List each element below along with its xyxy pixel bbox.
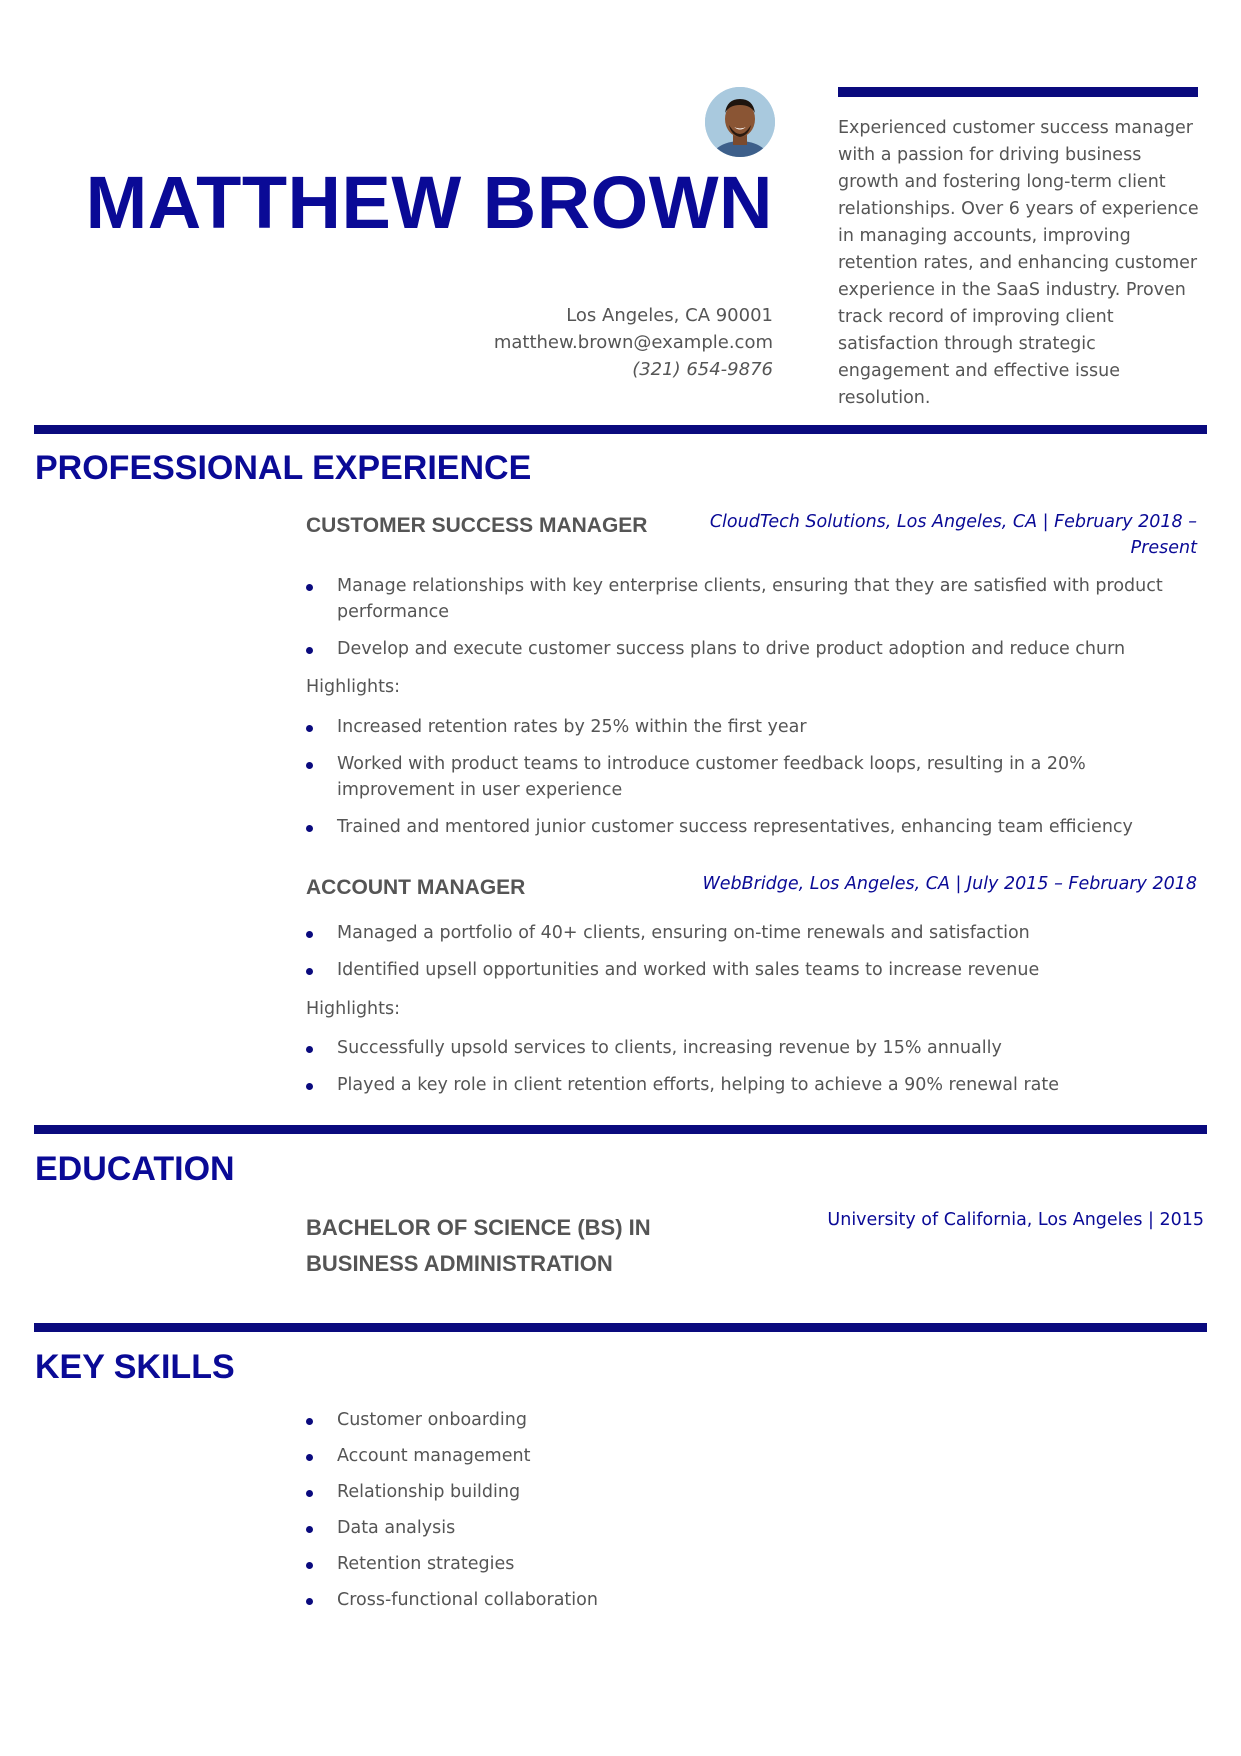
avatar: [705, 87, 775, 157]
section-divider: [34, 425, 1207, 434]
job-duties: [306, 573, 1196, 673]
list-item: [306, 1443, 1196, 1469]
section-title-education: EDUCATION: [35, 1150, 235, 1188]
list-item: [306, 714, 1196, 740]
list-item-text: Worked with product teams to introduce customer feedback loops, resulting in a 20% improvement in user experience: [337, 754, 1086, 800]
job-meta-line: CloudTech Solutions, Los Angeles, CA | February 2018 –: [709, 512, 1197, 532]
list-item-text: Identified upsell opportunities and worked with sales teams to increase revenue: [337, 960, 1040, 980]
list-item: [306, 1479, 1196, 1505]
skill-text: Account management: [337, 1446, 531, 1466]
summary-accent-bar: [838, 87, 1198, 97]
job-title: ACCOUNT MANAGER: [306, 876, 526, 899]
job-duties: [306, 920, 1196, 994]
address: Los Angeles, CA 90001: [566, 305, 773, 326]
list-item-text: Played a key role in client retention efforts, helping to achieve a 90% renewal rate: [337, 1075, 1060, 1095]
list-item: [306, 636, 1196, 662]
section-divider: [34, 1125, 1207, 1134]
list-item: [306, 920, 1196, 946]
degree-title: BACHELOR OF SCIENCE (BS) IN BUSINESS ADMINISTRATION: [306, 1215, 651, 1276]
phone: (321) 654-9876: [632, 359, 773, 380]
list-item: [306, 573, 1196, 625]
skill-text: Customer onboarding: [337, 1410, 527, 1430]
list-item: [306, 1407, 1196, 1433]
bullet-icon: [306, 931, 313, 938]
skill-text: Retention strategies: [337, 1554, 515, 1574]
skill-text: Data analysis: [337, 1518, 456, 1538]
section-divider: [34, 1323, 1207, 1332]
list-item: [306, 751, 1196, 803]
list-item-text: Manage relationships with key enterprise clients, ensuring that they are satisfied with product performance: [337, 576, 1163, 622]
highlights-label: Highlights:: [306, 999, 401, 1019]
list-item: [306, 957, 1196, 983]
bullet-icon: [306, 1562, 313, 1569]
degree-meta: University of California, Los Angeles | 2015: [827, 1210, 1204, 1230]
list-item: [306, 814, 1196, 840]
bullet-icon: [306, 1083, 313, 1090]
bullet-icon: [306, 725, 313, 732]
bullet-icon: [306, 968, 313, 975]
candidate-name: MATTHEW BROWN: [85, 161, 773, 244]
skill-text: Relationship building: [337, 1482, 521, 1502]
list-item: [306, 1035, 1196, 1061]
bullet-icon: [306, 1526, 313, 1533]
list-item-text: Trained and mentored junior customer success representatives, enhancing team efficiency: [337, 817, 1133, 837]
list-item: [306, 1551, 1196, 1577]
job-meta: [710, 509, 1197, 561]
section-title-experience: PROFESSIONAL EXPERIENCE: [35, 449, 532, 487]
contact-block: [494, 302, 773, 383]
highlights-label: Highlights:: [306, 677, 401, 697]
job-highlights: [306, 714, 1196, 851]
bullet-icon: [306, 584, 313, 591]
profile-summary: Experienced customer success manager with a passion for driving business growth and fostering long-term client relationships. Over 6 years of experience in managing accounts, improving retention rates, and enhancing customer experience in the SaaS industry. Proven track record of improving client satisfaction through strategic engagement and effective issue resolution.: [838, 118, 1199, 408]
email: matthew.brown@example.com: [493, 332, 773, 353]
section-title-skills: KEY SKILLS: [35, 1348, 235, 1386]
job-meta: [702, 871, 1197, 897]
list-item-text: Increased retention rates by 25% within the first year: [337, 717, 807, 737]
profile-photo-icon: [705, 87, 775, 157]
job-title: CUSTOMER SUCCESS MANAGER: [306, 514, 648, 537]
job-highlights: [306, 1035, 1196, 1109]
job-meta-line: WebBridge, Los Angeles, CA | July 2015 – February 2018: [702, 874, 1197, 894]
bullet-icon: [306, 1598, 313, 1605]
bullet-icon: [306, 762, 313, 769]
list-item: [306, 1072, 1196, 1098]
bullet-icon: [306, 825, 313, 832]
skills-list: [306, 1407, 1196, 1623]
list-item-text: Successfully upsold services to clients, increasing revenue by 15% annually: [337, 1038, 1002, 1058]
bullet-icon: [306, 1454, 313, 1461]
bullet-icon: [306, 1418, 313, 1425]
list-item: [306, 1587, 1196, 1613]
skill-text: Cross-functional collaboration: [337, 1590, 598, 1610]
bullet-icon: [306, 1046, 313, 1053]
list-item: [306, 1515, 1196, 1541]
bullet-icon: [306, 1490, 313, 1497]
list-item-text: Develop and execute customer success plans to drive product adoption and reduce churn: [337, 639, 1126, 659]
list-item-text: Managed a portfolio of 40+ clients, ensuring on-time renewals and satisfaction: [337, 923, 1030, 943]
job-meta-line: Present: [1130, 538, 1197, 558]
bullet-icon: [306, 647, 313, 654]
